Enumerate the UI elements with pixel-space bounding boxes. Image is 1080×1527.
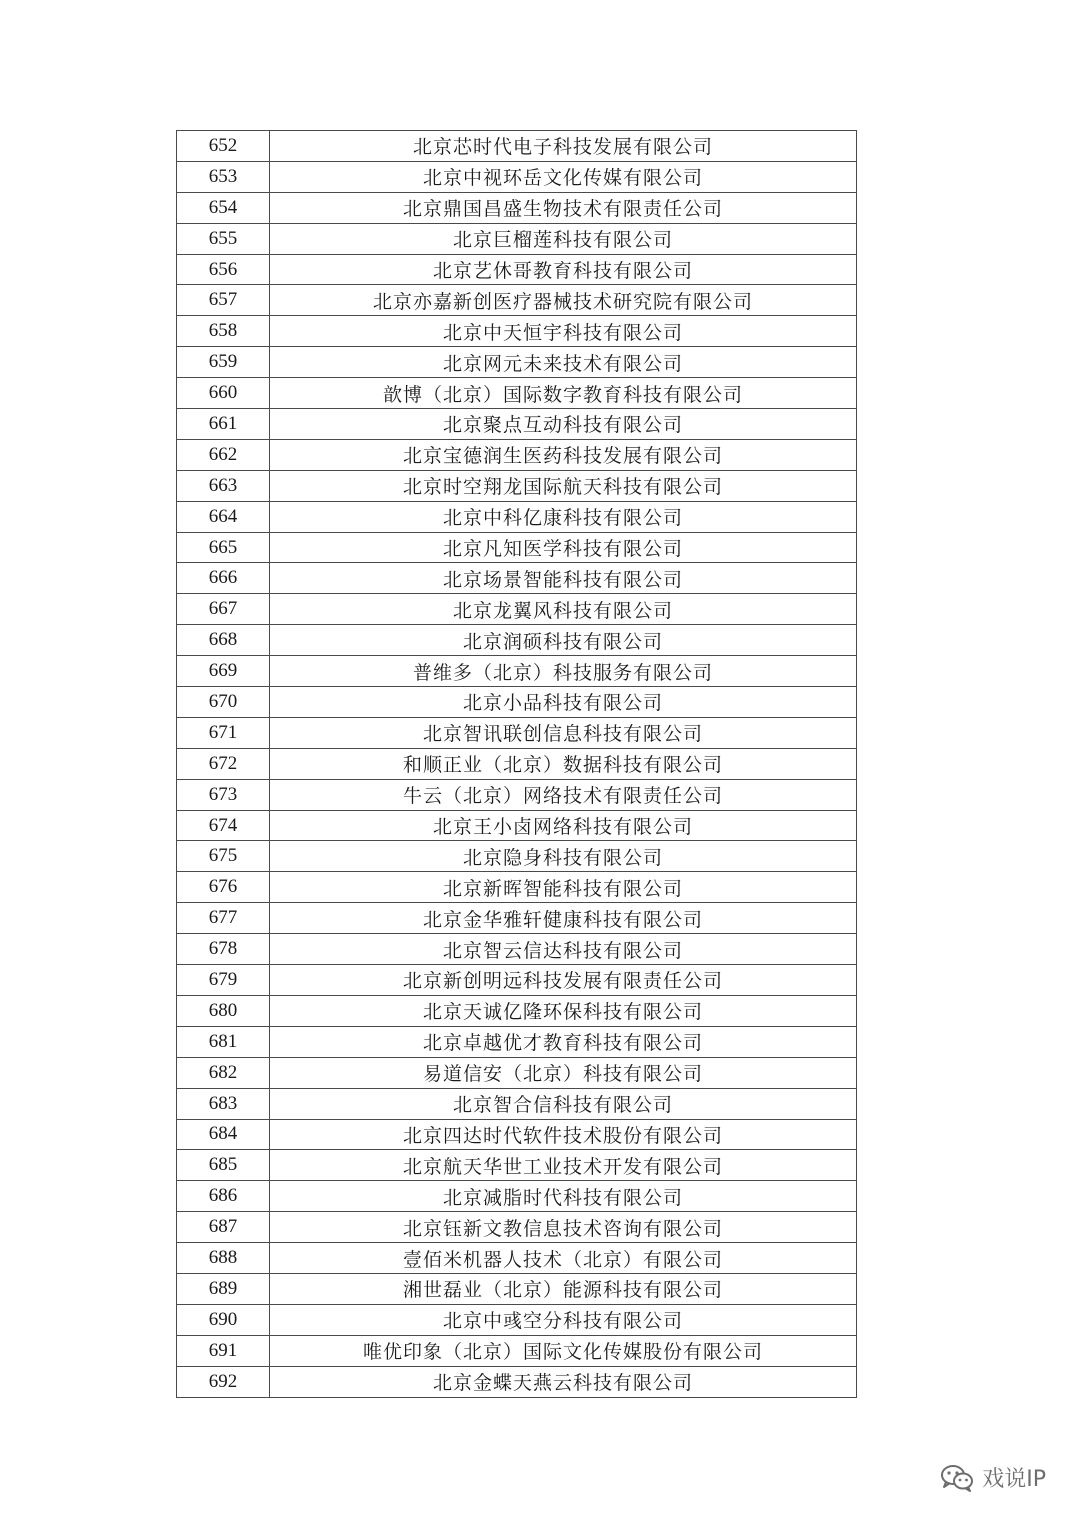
table-row	[177, 563, 857, 594]
company-name: 歆博（北京）国际数字教育科技有限公司	[270, 378, 857, 409]
company-table	[176, 130, 857, 1398]
row-number: 666	[177, 563, 270, 594]
company-name: 易道信安（北京）科技有限公司	[270, 1057, 857, 1088]
table-row	[177, 687, 857, 718]
watermark	[940, 1462, 1046, 1493]
company-name: 北京润硕科技有限公司	[270, 625, 857, 656]
table-row	[177, 254, 857, 285]
table-row	[177, 594, 857, 625]
table-row	[177, 934, 857, 965]
row-number: 685	[177, 1150, 270, 1181]
table-row	[177, 316, 857, 347]
company-name: 北京龙翼风科技有限公司	[270, 594, 857, 625]
company-name: 北京巨榴莲科技有限公司	[270, 223, 857, 254]
company-name: 北京中天恒宇科技有限公司	[270, 316, 857, 347]
company-name: 和顺正业（北京）数据科技有限公司	[270, 748, 857, 779]
table-row	[177, 409, 857, 440]
row-number: 684	[177, 1119, 270, 1150]
row-number: 671	[177, 717, 270, 748]
row-number: 686	[177, 1181, 270, 1212]
row-number: 667	[177, 594, 270, 625]
row-number: 660	[177, 378, 270, 409]
company-name: 北京新创明远科技发展有限责任公司	[270, 965, 857, 996]
row-number: 665	[177, 532, 270, 563]
row-number: 670	[177, 687, 270, 718]
row-number: 679	[177, 965, 270, 996]
company-name: 北京智讯联创信息科技有限公司	[270, 717, 857, 748]
company-name: 北京航天华世工业技术开发有限公司	[270, 1150, 857, 1181]
row-number: 668	[177, 625, 270, 656]
company-name: 北京隐身科技有限公司	[270, 841, 857, 872]
table-row	[177, 965, 857, 996]
table-row	[177, 1088, 857, 1119]
row-number: 688	[177, 1243, 270, 1274]
table-row	[177, 717, 857, 748]
company-name: 北京新晖智能科技有限公司	[270, 872, 857, 903]
table-row	[177, 1366, 857, 1397]
row-number: 674	[177, 810, 270, 841]
company-name: 北京亦嘉新创医疗器械技术研究院有限公司	[270, 285, 857, 316]
company-name: 壹佰米机器人技术（北京）有限公司	[270, 1243, 857, 1274]
table-row	[177, 347, 857, 378]
row-number: 675	[177, 841, 270, 872]
company-name: 北京中科亿康科技有限公司	[270, 501, 857, 532]
company-name: 北京中视环岳文化传媒有限公司	[270, 161, 857, 192]
row-number: 654	[177, 192, 270, 223]
row-number: 656	[177, 254, 270, 285]
company-name: 普维多（北京）科技服务有限公司	[270, 656, 857, 687]
company-name: 北京中彧空分科技有限公司	[270, 1304, 857, 1335]
company-name: 北京金华雅轩健康科技有限公司	[270, 903, 857, 934]
company-name: 北京智云信达科技有限公司	[270, 934, 857, 965]
row-number: 655	[177, 223, 270, 254]
table-row	[177, 656, 857, 687]
table-row	[177, 903, 857, 934]
table-row	[177, 1057, 857, 1088]
table-row	[177, 1335, 857, 1366]
company-name: 北京小品科技有限公司	[270, 687, 857, 718]
row-number: 681	[177, 1026, 270, 1057]
row-number: 690	[177, 1304, 270, 1335]
company-name: 北京芯时代电子科技发展有限公司	[270, 131, 857, 162]
company-name: 牛云（北京）网络技术有限责任公司	[270, 779, 857, 810]
company-name: 北京网元未来技术有限公司	[270, 347, 857, 378]
table-row	[177, 161, 857, 192]
wechat-icon	[940, 1464, 974, 1492]
row-number: 669	[177, 656, 270, 687]
table-row	[177, 131, 857, 162]
table-row	[177, 378, 857, 409]
row-number: 682	[177, 1057, 270, 1088]
table-row	[177, 470, 857, 501]
table-row	[177, 532, 857, 563]
company-name: 北京时空翔龙国际航天科技有限公司	[270, 470, 857, 501]
table-row	[177, 1273, 857, 1304]
company-name: 北京智合信科技有限公司	[270, 1088, 857, 1119]
company-name: 北京鼎国昌盛生物技术有限责任公司	[270, 192, 857, 223]
row-number: 661	[177, 409, 270, 440]
row-number: 692	[177, 1366, 270, 1397]
company-name: 北京卓越优才教育科技有限公司	[270, 1026, 857, 1057]
table-row	[177, 995, 857, 1026]
table-row	[177, 192, 857, 223]
table-row	[177, 285, 857, 316]
company-name: 北京场景智能科技有限公司	[270, 563, 857, 594]
row-number: 673	[177, 779, 270, 810]
watermark-text: 戏说IP	[982, 1467, 1046, 1492]
table-row	[177, 1150, 857, 1181]
company-name: 北京减脂时代科技有限公司	[270, 1181, 857, 1212]
table-row	[177, 1119, 857, 1150]
table-row	[177, 1026, 857, 1057]
row-number: 662	[177, 439, 270, 470]
table-row	[177, 841, 857, 872]
row-number: 676	[177, 872, 270, 903]
table-row	[177, 1181, 857, 1212]
company-name: 北京聚点互动科技有限公司	[270, 409, 857, 440]
row-number: 653	[177, 161, 270, 192]
row-number: 657	[177, 285, 270, 316]
table-row	[177, 779, 857, 810]
row-number: 672	[177, 748, 270, 779]
row-number: 659	[177, 347, 270, 378]
company-name: 北京凡知医学科技有限公司	[270, 532, 857, 563]
row-number: 664	[177, 501, 270, 532]
row-number: 658	[177, 316, 270, 347]
row-number: 652	[177, 131, 270, 162]
row-number: 663	[177, 470, 270, 501]
table-row	[177, 872, 857, 903]
row-number: 680	[177, 995, 270, 1026]
row-number: 687	[177, 1212, 270, 1243]
company-name: 北京钰新文教信息技术咨询有限公司	[270, 1212, 857, 1243]
table-row	[177, 625, 857, 656]
table-row	[177, 810, 857, 841]
row-number: 691	[177, 1335, 270, 1366]
company-name: 唯优印象（北京）国际文化传媒股份有限公司	[270, 1335, 857, 1366]
table-row	[177, 748, 857, 779]
row-number: 689	[177, 1273, 270, 1304]
table-row	[177, 1243, 857, 1274]
company-name: 湘世磊业（北京）能源科技有限公司	[270, 1273, 857, 1304]
row-number: 677	[177, 903, 270, 934]
company-name: 北京金蝶天燕云科技有限公司	[270, 1366, 857, 1397]
table-row	[177, 1304, 857, 1335]
row-number: 683	[177, 1088, 270, 1119]
table-row	[177, 439, 857, 470]
table-row	[177, 223, 857, 254]
company-table-body	[177, 131, 857, 1398]
table-row	[177, 1212, 857, 1243]
table-row	[177, 501, 857, 532]
company-name: 北京艺休哥教育科技有限公司	[270, 254, 857, 285]
company-name: 北京王小卤网络科技有限公司	[270, 810, 857, 841]
company-name: 北京宝德润生医药科技发展有限公司	[270, 439, 857, 470]
company-name: 北京天诚亿隆环保科技有限公司	[270, 995, 857, 1026]
row-number: 678	[177, 934, 270, 965]
company-name: 北京四达时代软件技术股份有限公司	[270, 1119, 857, 1150]
